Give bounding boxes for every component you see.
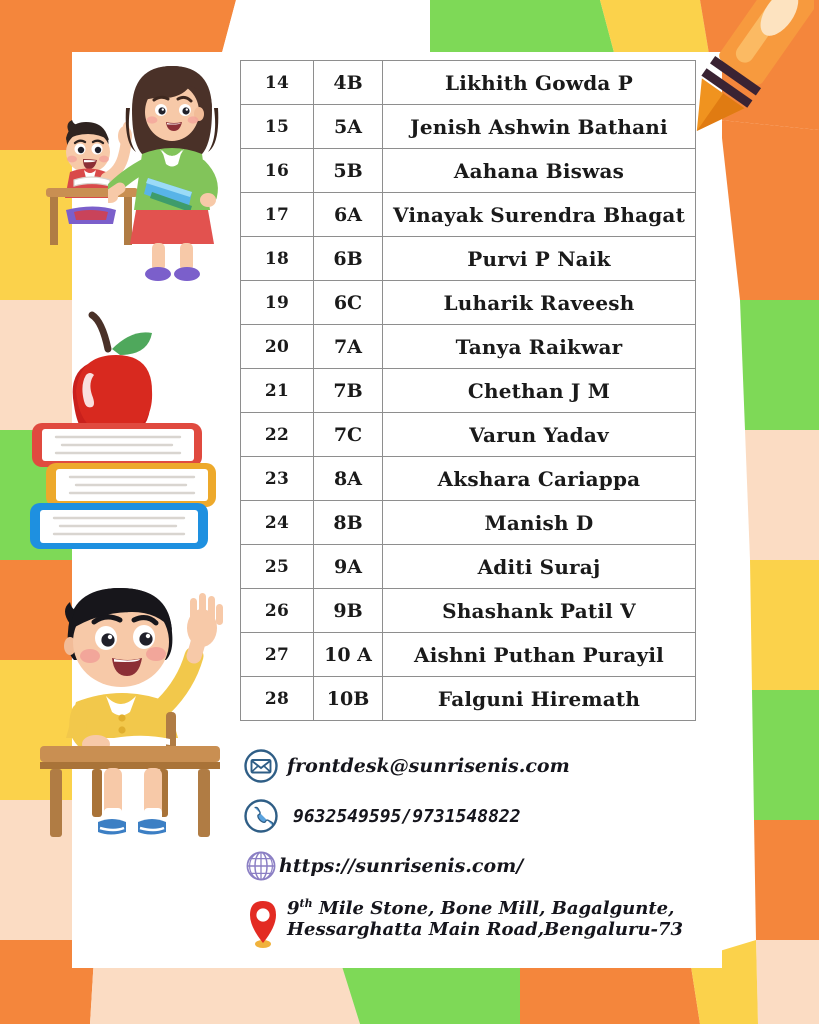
- globe-icon: [243, 848, 279, 884]
- cell-sl-no: 25: [241, 545, 314, 589]
- apple-on-books-illustration: [14, 305, 224, 565]
- phone-text[interactable]: 9632549595/9731548822: [293, 805, 521, 827]
- cell-sl-no: 17: [241, 193, 314, 237]
- address-line-2: Hessarghatta Main Road,Bengaluru-73: [287, 919, 684, 941]
- table-row: [241, 413, 696, 457]
- contact-row-email: [243, 748, 703, 784]
- table-row: [241, 325, 696, 369]
- cell-class: 9A: [314, 545, 383, 589]
- cell-sl-no: 24: [241, 501, 314, 545]
- cell-class: 7B: [314, 369, 383, 413]
- cell-class: 9B: [314, 589, 383, 633]
- table-row: [241, 149, 696, 193]
- cell-sl-no: 22: [241, 413, 314, 457]
- cell-name: Chethan J M: [383, 369, 696, 413]
- cell-sl-no: 16: [241, 149, 314, 193]
- table-row: [241, 457, 696, 501]
- cell-class: 10B: [314, 677, 383, 721]
- cell-class: 5A: [314, 105, 383, 149]
- cell-sl-no: 15: [241, 105, 314, 149]
- table-row: [241, 545, 696, 589]
- cell-class: 7C: [314, 413, 383, 457]
- email-text[interactable]: frontdesk@sunrisenis.com: [287, 755, 570, 777]
- cell-name: Vinayak Surendra Bhagat: [383, 193, 696, 237]
- cell-class: 8A: [314, 457, 383, 501]
- cell-sl-no: 27: [241, 633, 314, 677]
- cell-sl-no: 28: [241, 677, 314, 721]
- cell-class: 6A: [314, 193, 383, 237]
- book-red: [32, 423, 202, 467]
- cell-class: 8B: [314, 501, 383, 545]
- cell-class: 10 A: [314, 633, 383, 677]
- contact-row-phone: [243, 798, 703, 834]
- cell-name: Varun Yadav: [383, 413, 696, 457]
- phone-icon: [243, 798, 279, 834]
- cell-name: Shashank Patil V: [383, 589, 696, 633]
- cell-class: 7A: [314, 325, 383, 369]
- contact-row-website: [243, 848, 703, 884]
- contact-block: [243, 748, 703, 964]
- cell-name: Aahana Biswas: [383, 149, 696, 193]
- cell-sl-no: 23: [241, 457, 314, 501]
- cell-name: Aishni Puthan Purayil: [383, 633, 696, 677]
- table-row: [241, 105, 696, 149]
- table-row: [241, 61, 696, 105]
- cell-sl-no: 14: [241, 61, 314, 105]
- boy-raising-hand-illustration: [18, 572, 236, 844]
- table-row: [241, 281, 696, 325]
- book-yellow: [46, 463, 216, 507]
- table-row: [241, 237, 696, 281]
- book-blue: [30, 503, 208, 549]
- contact-row-address: [243, 898, 703, 950]
- cell-sl-no: 20: [241, 325, 314, 369]
- envelope-icon: [243, 748, 279, 784]
- address-ordinal-suffix: th: [299, 897, 313, 910]
- table-row: [241, 501, 696, 545]
- open-hand: [187, 593, 223, 647]
- cell-name: Manish D: [383, 501, 696, 545]
- table-row: [241, 589, 696, 633]
- table-row: [241, 677, 696, 721]
- cell-name: Likhith Gowda P: [383, 61, 696, 105]
- cell-class: 6B: [314, 237, 383, 281]
- cell-name: Akshara Cariappa: [383, 457, 696, 501]
- address-line-1: 9th Mile Stone, Bone Mill, Bagalgunte,: [287, 897, 675, 919]
- table-row: [241, 369, 696, 413]
- website-text[interactable]: https://sunrisenis.com/: [279, 855, 524, 877]
- cell-name: Luharik Raveesh: [383, 281, 696, 325]
- roster-body: [241, 61, 696, 721]
- cell-class: 5B: [314, 149, 383, 193]
- cell-class: 6C: [314, 281, 383, 325]
- cell-name: Jenish Ashwin Bathani: [383, 105, 696, 149]
- cell-sl-no: 18: [241, 237, 314, 281]
- cell-sl-no: 19: [241, 281, 314, 325]
- cell-name: Tanya Raikwar: [383, 325, 696, 369]
- table-row: [241, 193, 696, 237]
- cell-sl-no: 26: [241, 589, 314, 633]
- cell-name: Aditi Suraj: [383, 545, 696, 589]
- cell-class: 4B: [314, 61, 383, 105]
- cell-sl-no: 21: [241, 369, 314, 413]
- table-row: [241, 633, 696, 677]
- address-text: [287, 898, 683, 940]
- cell-name: Falguni Hiremath: [383, 677, 696, 721]
- cell-name: Purvi P Naik: [383, 237, 696, 281]
- student-roster-table: [240, 60, 696, 721]
- map-pin-icon: [243, 898, 283, 950]
- girl-teacher-illustration: [108, 50, 238, 282]
